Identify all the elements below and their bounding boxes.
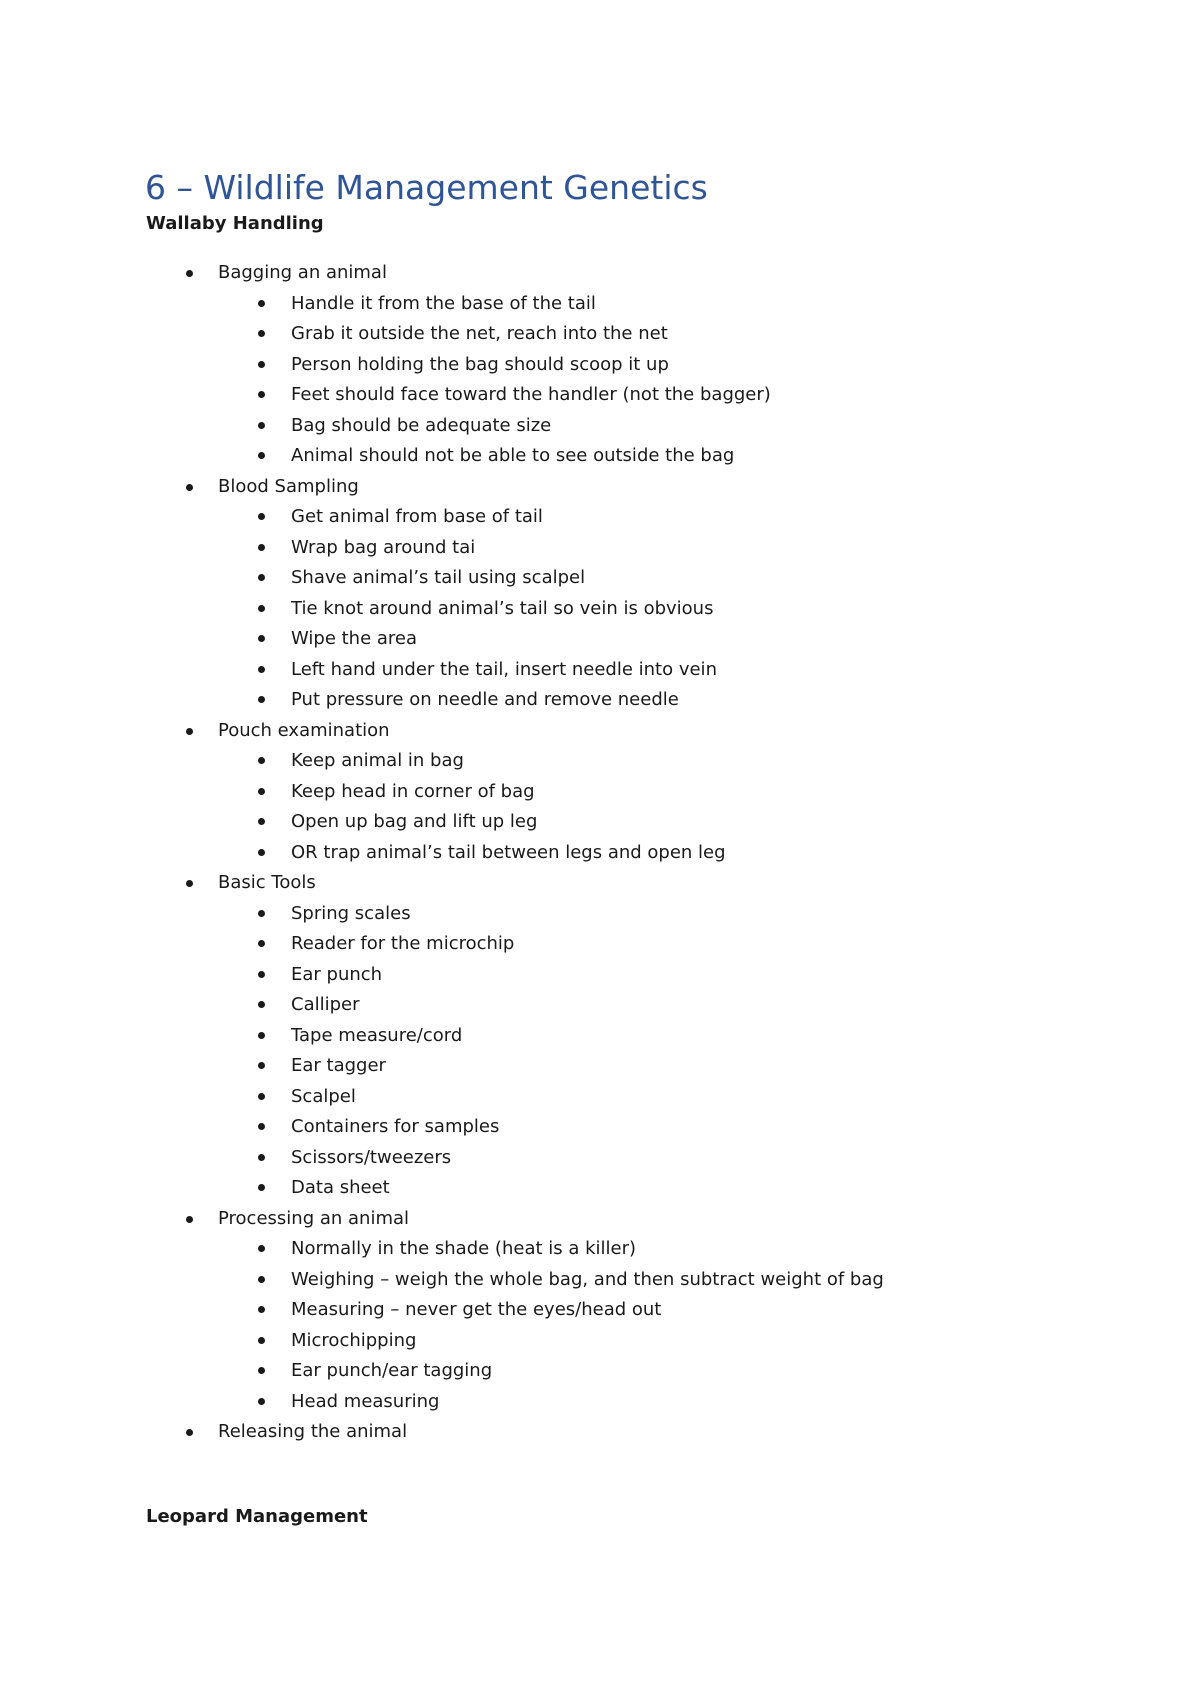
sub-bullet-item-text: Tape measure/cord xyxy=(291,1024,463,1046)
sub-bullet-item-text: Measuring – never get the eyes/head out xyxy=(291,1299,662,1320)
sub-bullet-item-text: Spring scales xyxy=(291,902,411,924)
sub-bullet-row xyxy=(0,1112,1200,1143)
sub-bullet-row xyxy=(0,1082,1200,1113)
sub-bullet-item xyxy=(0,1326,1200,1357)
hollow-bullet-icon xyxy=(258,788,265,795)
bullet-item xyxy=(0,868,1200,1204)
bullet-item xyxy=(0,1204,1200,1418)
sub-bullet-row xyxy=(0,807,1200,838)
sub-bullet-row xyxy=(0,777,1200,808)
hollow-bullet-icon xyxy=(258,1398,265,1405)
sub-bullet-item-text: Reader for the microchip xyxy=(291,933,515,954)
hollow-bullet-icon xyxy=(258,910,265,917)
hollow-bullet-icon xyxy=(258,757,265,764)
hollow-bullet-icon xyxy=(258,1123,265,1130)
sub-bullet-row xyxy=(0,838,1200,869)
sub-bullet-item xyxy=(0,1051,1200,1082)
sub-bullet-row xyxy=(0,1295,1200,1326)
sub-bullet-item-text: Normally in the shade (heat is a killer) xyxy=(291,1238,637,1259)
bullet-item-text: Bagging an animal xyxy=(218,262,387,283)
sub-bullet-item xyxy=(0,502,1200,533)
sub-bullet-item-text: Feet should face toward the handler (not the bagger) xyxy=(291,384,771,405)
sub-bullet-row xyxy=(0,319,1200,350)
sub-bullet-item xyxy=(0,319,1200,350)
hollow-bullet-icon xyxy=(258,1032,265,1039)
sub-bullet-row xyxy=(0,929,1200,960)
filled-bullet-icon xyxy=(186,270,193,277)
hollow-bullet-icon xyxy=(258,1245,265,1252)
sub-bullet-item-text: Microchipping xyxy=(291,1329,417,1351)
section-heading-wallaby-handling: Wallaby Handling xyxy=(146,213,324,234)
sub-bullet-item xyxy=(0,1143,1200,1174)
sub-bullet-item xyxy=(0,1112,1200,1143)
hollow-bullet-icon xyxy=(258,361,265,368)
bullet-row xyxy=(0,868,1200,899)
sub-bullet-item xyxy=(0,655,1200,686)
sub-bullet-item-text: Containers for samples xyxy=(291,1116,500,1137)
sub-bullet-item xyxy=(0,807,1200,838)
bullet-item xyxy=(0,1417,1200,1448)
bullet-row xyxy=(0,472,1200,503)
sub-bullet-item-text: Shave animal’s tail using scalpel xyxy=(291,567,586,588)
sub-bullet-row xyxy=(0,411,1200,442)
hollow-bullet-icon xyxy=(258,452,265,459)
sub-bullet-item xyxy=(0,746,1200,777)
sub-bullet-list xyxy=(0,746,1200,868)
sub-bullet-row xyxy=(0,1387,1200,1418)
sub-bullet-row xyxy=(0,1173,1200,1204)
sub-bullet-row xyxy=(0,563,1200,594)
sub-bullet-row xyxy=(0,289,1200,320)
sub-bullet-row xyxy=(0,1265,1200,1296)
hollow-bullet-icon xyxy=(258,1154,265,1161)
document-title: 6 – Wildlife Management Genetics xyxy=(145,168,708,207)
sub-bullet-row xyxy=(0,1021,1200,1052)
sub-bullet-row xyxy=(0,1356,1200,1387)
sub-bullet-list xyxy=(0,289,1200,472)
sub-bullet-item-text: Grab it outside the net, reach into the net xyxy=(291,323,668,344)
sub-bullet-item-text: Scissors/tweezers xyxy=(291,1146,452,1168)
bullet-item xyxy=(0,716,1200,869)
sub-bullet-row xyxy=(0,960,1200,991)
sub-bullet-item-text: Handle it from the base of the tail xyxy=(291,292,596,314)
sub-bullet-item xyxy=(0,563,1200,594)
hollow-bullet-icon xyxy=(258,940,265,947)
filled-bullet-icon xyxy=(186,880,193,887)
sub-bullet-row xyxy=(0,533,1200,564)
hollow-bullet-icon xyxy=(258,635,265,642)
bullet-row xyxy=(0,1417,1200,1448)
sub-bullet-item-text: Tie knot around animal’s tail so vein is obvious xyxy=(291,597,714,619)
sub-bullet-item xyxy=(0,1295,1200,1326)
sub-bullet-list xyxy=(0,899,1200,1204)
sub-bullet-item xyxy=(0,1387,1200,1418)
hollow-bullet-icon xyxy=(258,605,265,612)
sub-bullet-item xyxy=(0,929,1200,960)
sub-bullet-row xyxy=(0,624,1200,655)
sub-bullet-item xyxy=(0,411,1200,442)
bullet-item xyxy=(0,472,1200,716)
sub-bullet-item-text: Put pressure on needle and remove needle xyxy=(291,689,679,710)
sub-bullet-item xyxy=(0,838,1200,869)
hollow-bullet-icon xyxy=(258,1367,265,1374)
sub-bullet-item xyxy=(0,1234,1200,1265)
sub-bullet-item xyxy=(0,441,1200,472)
sub-bullet-item xyxy=(0,289,1200,320)
bullet-list-wallaby-handling xyxy=(0,258,1200,1448)
sub-bullet-item-text: Wipe the area xyxy=(291,628,418,649)
hollow-bullet-icon xyxy=(258,849,265,856)
sub-bullet-item-text: Keep animal in bag xyxy=(291,750,464,771)
sub-bullet-row xyxy=(0,380,1200,411)
bullet-row xyxy=(0,716,1200,747)
sub-bullet-item-text: Ear punch/ear tagging xyxy=(291,1360,493,1381)
sub-bullet-item xyxy=(0,1173,1200,1204)
sub-bullet-item xyxy=(0,685,1200,716)
sub-bullet-item xyxy=(0,594,1200,625)
sub-bullet-row xyxy=(0,685,1200,716)
sub-bullet-item xyxy=(0,624,1200,655)
sub-bullet-item xyxy=(0,380,1200,411)
bullet-item xyxy=(0,258,1200,472)
hollow-bullet-icon xyxy=(258,1093,265,1100)
sub-bullet-item-text: Keep head in corner of bag xyxy=(291,780,535,802)
hollow-bullet-icon xyxy=(258,696,265,703)
hollow-bullet-icon xyxy=(258,1184,265,1191)
sub-bullet-item-text: Bag should be adequate size xyxy=(291,414,552,436)
filled-bullet-icon xyxy=(186,1429,193,1436)
sub-bullet-item-text: Calliper xyxy=(291,994,360,1015)
hollow-bullet-icon xyxy=(258,300,265,307)
sub-bullet-item xyxy=(0,533,1200,564)
sub-bullet-item-text: Left hand under the tail, insert needle into vein xyxy=(291,658,717,680)
sub-bullet-row xyxy=(0,1234,1200,1265)
hollow-bullet-icon xyxy=(258,1306,265,1313)
hollow-bullet-icon xyxy=(258,513,265,520)
bullet-item-text: Processing an animal xyxy=(218,1207,410,1229)
bullet-row xyxy=(0,1204,1200,1235)
sub-bullet-item xyxy=(0,1356,1200,1387)
sub-bullet-item xyxy=(0,1021,1200,1052)
sub-bullet-item-text: Ear punch xyxy=(291,963,383,985)
sub-bullet-item-text: Get animal from base of tail xyxy=(291,506,543,527)
bullet-row xyxy=(0,258,1200,289)
sub-bullet-row xyxy=(0,1326,1200,1357)
sub-bullet-item-text: Open up bag and lift up leg xyxy=(291,811,538,832)
sub-bullet-row xyxy=(0,350,1200,381)
section-heading-leopard-management: Leopard Management xyxy=(146,1506,368,1527)
sub-bullet-item-text: Ear tagger xyxy=(291,1055,386,1076)
sub-bullet-item xyxy=(0,899,1200,930)
hollow-bullet-icon xyxy=(258,391,265,398)
sub-bullet-row xyxy=(0,655,1200,686)
sub-bullet-item-text: Person holding the bag should scoop it up xyxy=(291,353,669,375)
sub-bullet-list xyxy=(0,502,1200,716)
sub-bullet-item-text: OR trap animal’s tail between legs and open leg xyxy=(291,841,726,863)
bullet-item-text: Blood Sampling xyxy=(218,475,359,497)
sub-bullet-item-text: Scalpel xyxy=(291,1085,356,1107)
sub-bullet-row xyxy=(0,899,1200,930)
hollow-bullet-icon xyxy=(258,330,265,337)
bullet-item-text: Pouch examination xyxy=(218,719,390,741)
sub-bullet-item-text: Wrap bag around tai xyxy=(291,536,476,558)
filled-bullet-icon xyxy=(186,1216,193,1223)
bullet-item-text: Releasing the animal xyxy=(218,1421,408,1442)
sub-bullet-item-text: Weighing – weigh the whole bag, and then subtract weight of bag xyxy=(291,1268,884,1290)
hollow-bullet-icon xyxy=(258,666,265,673)
sub-bullet-row xyxy=(0,594,1200,625)
sub-bullet-item xyxy=(0,350,1200,381)
sub-bullet-row xyxy=(0,1051,1200,1082)
sub-bullet-item xyxy=(0,1082,1200,1113)
sub-bullet-row xyxy=(0,990,1200,1021)
hollow-bullet-icon xyxy=(258,971,265,978)
filled-bullet-icon xyxy=(186,728,193,735)
sub-bullet-item xyxy=(0,990,1200,1021)
sub-bullet-list xyxy=(0,1234,1200,1417)
hollow-bullet-icon xyxy=(258,574,265,581)
sub-bullet-item-text: Head measuring xyxy=(291,1390,440,1412)
hollow-bullet-icon xyxy=(258,1337,265,1344)
hollow-bullet-icon xyxy=(258,1001,265,1008)
sub-bullet-item xyxy=(0,777,1200,808)
sub-bullet-row xyxy=(0,1143,1200,1174)
hollow-bullet-icon xyxy=(258,422,265,429)
sub-bullet-row xyxy=(0,502,1200,533)
filled-bullet-icon xyxy=(186,484,193,491)
hollow-bullet-icon xyxy=(258,1062,265,1069)
sub-bullet-row xyxy=(0,746,1200,777)
sub-bullet-item xyxy=(0,1265,1200,1296)
bullet-item-text: Basic Tools xyxy=(218,872,316,893)
sub-bullet-item xyxy=(0,960,1200,991)
sub-bullet-row xyxy=(0,441,1200,472)
sub-bullet-item-text: Data sheet xyxy=(291,1177,390,1198)
sub-bullet-item-text: Animal should not be able to see outside the bag xyxy=(291,445,735,466)
hollow-bullet-icon xyxy=(258,1276,265,1283)
hollow-bullet-icon xyxy=(258,818,265,825)
hollow-bullet-icon xyxy=(258,544,265,551)
